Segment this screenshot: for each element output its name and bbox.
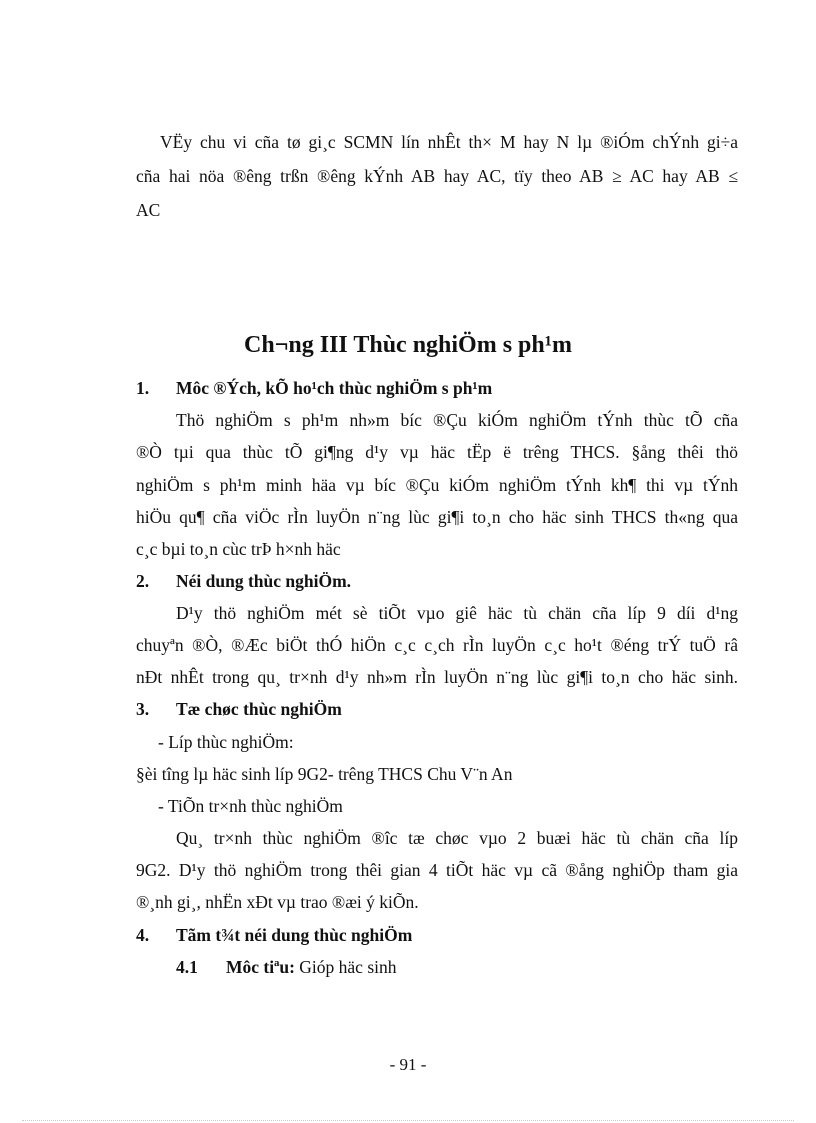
section-3-plan-label: - TiÕn tr×nh thùc nghiÖm — [158, 796, 343, 816]
section-2-heading — [136, 570, 351, 592]
section-3-heading — [136, 698, 342, 720]
section-1-title: Môc ®Ých, kÕ ho¹ch thùc nghiÖm s ph¹m — [176, 378, 493, 398]
section-3-class-text: §èi tîng lµ häc sinh líp 9G2- trêng THCS Chu V¨n An — [136, 764, 513, 784]
page-bottom-rule — [22, 1120, 794, 1121]
section-3-title: Tæ chøc thùc nghiÖm — [176, 699, 342, 719]
section-4-number: 4. — [136, 925, 150, 945]
section-3-number: 3. — [136, 699, 150, 719]
section-1-line: Thö nghiÖm s ph¹m nh»m bíc ®Çu kiÓm nghiÖm tÝnh thùc tÕ cña — [176, 410, 738, 430]
section-4-1-label: Môc tiªu: — [226, 957, 295, 977]
section-2-line: nÐt nhÊt trong qu¸ tr×nh d¹y nh»m rÌn luyÖn n¨ng lùc gi¶i to¸n cho häc sinh. — [136, 667, 738, 687]
intro-line-1: VËy chu vi cña tø gi¸c SCMN lín nhÊt th× M hay N lµ ®iÓm chÝnh gi÷a — [160, 132, 738, 152]
section-1-line: nghiÖm s ph¹m minh häa vµ bíc ®Çu kiÓm nghiÖm tÝnh kh¶ thi vµ tÝnh — [136, 475, 738, 495]
section-4-title: Tãm t¾t néi dung thùc nghiÖm — [176, 925, 413, 945]
section-1-line: hiÖu qu¶ cña viÖc rÌn luyÖn n¨ng lùc gi¶i to¸n cho häc sinh THCS th«ng qua — [136, 507, 738, 527]
intro-line-3: AC — [136, 200, 161, 220]
section-4-1-number: 4.1 — [176, 957, 198, 977]
section-4-1-text: Gióp häc sinh — [294, 957, 397, 977]
section-4-heading — [136, 924, 412, 946]
page-number: - 91 - — [389, 1055, 427, 1074]
section-2-title: Néi dung thùc nghiÖm. — [176, 571, 352, 591]
section-1-heading — [136, 377, 492, 399]
section-3-class-label: - Líp thùc nghiÖm: — [158, 732, 294, 752]
section-4-1-line — [176, 956, 397, 978]
section-1-line: ®Ò tµi qua thùc tÕ gi¶ng d¹y vµ häc tËp ë trêng THCS. §ång thêi thö — [136, 442, 738, 462]
intro-line-2: cña hai nöa ®êng trßn ®êng kÝnh AB hay AC, tïy theo AB ≥ AC hay AB ≤ — [136, 166, 738, 186]
section-1-number: 1. — [136, 378, 150, 398]
section-3-line: ®¸nh gi¸, nhËn xÐt vµ trao ®æi ý kiÕn. — [136, 892, 419, 912]
section-3-line: Qu¸ tr×nh thùc nghiÖm ®îc tæ chøc vµo 2 buæi häc tù chän cña líp — [176, 828, 738, 848]
chapter-title: Ch¬ng III Thùc nghiÖm s ph¹m — [244, 332, 572, 358]
section-2-line: chuyªn ®Ò, ®Æc biÖt thÓ hiÖn c¸c c¸ch rÌn luyÖn c¸c ho¹t ®éng trÝ tuÖ râ — [136, 635, 738, 655]
section-2-line: D¹y thö nghiÖm mét sè tiÕt vµo giê häc tù chän cña líp 9 díi d¹ng — [176, 603, 738, 623]
section-3-line: 9G2. D¹y thö nghiÖm trong thêi gian 4 tiÕt häc vµ cã ®ång nghiÖp tham gia — [136, 860, 738, 880]
section-1-line: c¸c bµi to¸n cùc trÞ h×nh häc — [136, 539, 341, 559]
section-2-number: 2. — [136, 571, 150, 591]
